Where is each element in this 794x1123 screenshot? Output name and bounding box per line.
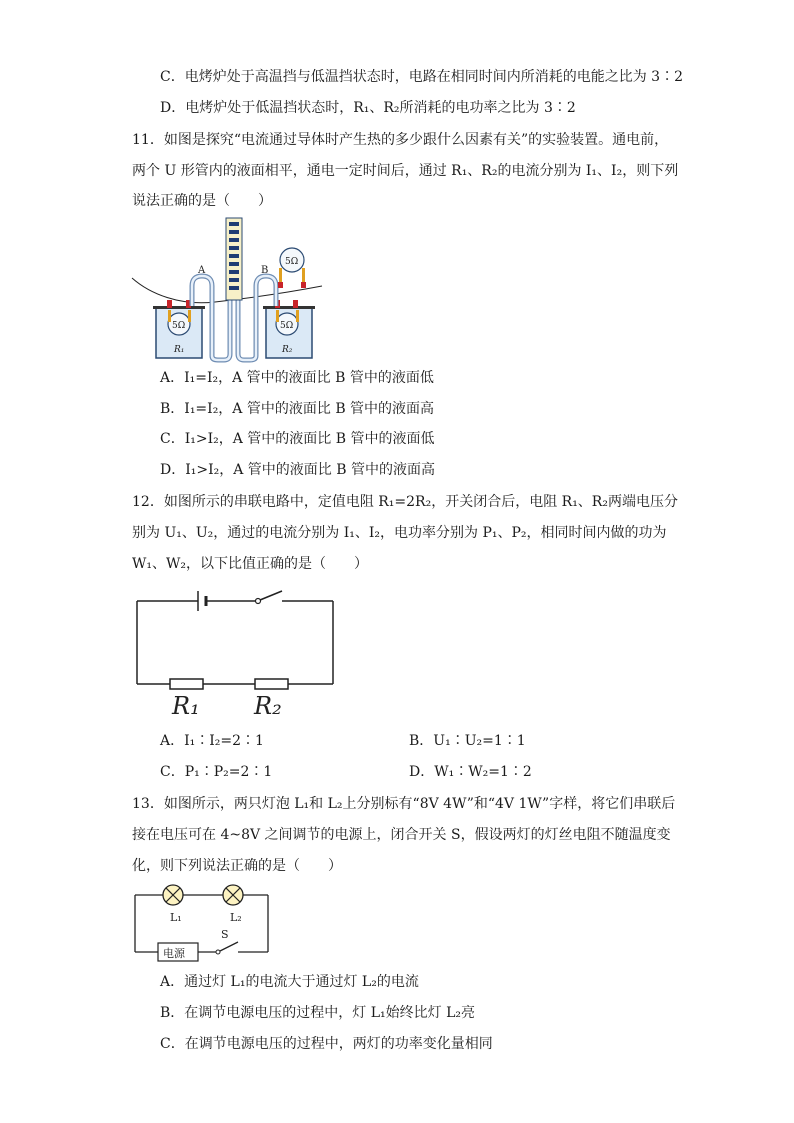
q12-option-a: A．I₁∶I₂=2∶1 — [160, 733, 264, 749]
resistor-r2 — [255, 679, 288, 689]
q13-option-b: B．在调节电源电压的过程中，灯 L₁始终比灯 L₂亮 — [160, 1005, 476, 1021]
q13-stem-line1: 13．如图所示，两只灯泡 L₁和 L₂上分别标有“8V 4W”和“4V 1W”字样，将它们串联后 — [132, 796, 676, 812]
q12-option-d: D．W₁∶W₂=1∶2 — [409, 764, 532, 780]
q13-stem-line3: 化，则下列说法正确的是（ ） — [132, 858, 342, 874]
r2-label: R₂ — [254, 692, 282, 720]
r2-label: R₂ — [282, 345, 293, 355]
q11-option-a: A．I₁=I₂，A 管中的液面比 B 管中的液面低 — [160, 370, 434, 386]
q11-apparatus-figure — [130, 214, 330, 364]
switch-label: S — [221, 928, 229, 941]
switch-s — [220, 942, 238, 951]
q12-stem-line1: 12．如图所示的串联电路中，定值电阻 R₁=2R₂，开关闭合后，电阻 R₁、R₂两端电压分 — [132, 494, 678, 510]
prev-option-c: C．电烤炉处于高温挡与低温挡状态时，电路在相同时间内所消耗的电能之比为 3∶2 — [160, 69, 683, 85]
q11-option-b: B．I₁=I₂，A 管中的液面比 B 管中的液面高 — [160, 401, 435, 417]
r1-label: R₁ — [174, 345, 185, 355]
resistor-left-label: 5Ω — [172, 321, 186, 331]
q12-option-c: C．P₁∶P₂=2∶1 — [160, 764, 273, 780]
switch-blade — [260, 591, 282, 600]
q11-stem-line1: 11．如图是探究“电流通过导体时产生热的多少跟什么因素有关”的实验装置。通电前， — [132, 132, 669, 148]
q11-option-d: D．I₁>I₂，A 管中的液面比 B 管中的液面高 — [160, 462, 435, 478]
q13-option-a: A．通过灯 L₁的电流大于通过灯 L₂的电流 — [160, 974, 419, 990]
q11-stem-line2: 两个 U 形管内的液面相平，通电一定时间后，通过 R₁、R₂的电流分别为 I₁、I₂，则下列 — [132, 163, 679, 179]
q13-option-c: C．在调节电源电压的过程中，两灯的功率变化量相同 — [160, 1036, 493, 1052]
r1-label: R₁ — [172, 692, 200, 720]
label-a: A — [198, 265, 206, 276]
lamp-l2 — [223, 885, 243, 905]
resistor-top-label: 5Ω — [285, 257, 299, 267]
lamp-l1 — [163, 885, 183, 905]
q12-stem-line2: 别为 U₁、U₂，通过的电流分别为 I₁、I₂，电功率分别为 P₁、P₂，相同时间内做的功为 — [132, 525, 667, 541]
resistor-r1 — [170, 679, 203, 689]
q12-series-circuit-figure — [130, 586, 340, 721]
q12-option-b: B．U₁∶U₂=1∶1 — [409, 733, 526, 749]
prev-option-d: D．电烤炉处于低温挡状态时，R₁、R₂所消耗的电功率之比为 3∶2 — [160, 100, 576, 116]
q13-stem-line2: 接在电压可在 4~8V 之间调节的电源上，闭合开关 S，假设两灯的灯丝电阻不随温度变 — [132, 827, 671, 843]
resistor-right-label: 5Ω — [280, 321, 294, 331]
q11-stem-line3: 说法正确的是（ ） — [132, 193, 272, 209]
q11-option-c: C．I₁>I₂，A 管中的液面比 B 管中的液面低 — [160, 431, 435, 447]
label-b: B — [261, 265, 269, 276]
source-label: 电源 — [163, 947, 185, 960]
l1-label: L₁ — [170, 911, 182, 924]
q13-lamp-circuit-figure — [130, 880, 275, 965]
q12-stem-line3: W₁、W₂，以下比值正确的是（ ） — [132, 556, 369, 572]
l2-label: L₂ — [230, 911, 242, 924]
